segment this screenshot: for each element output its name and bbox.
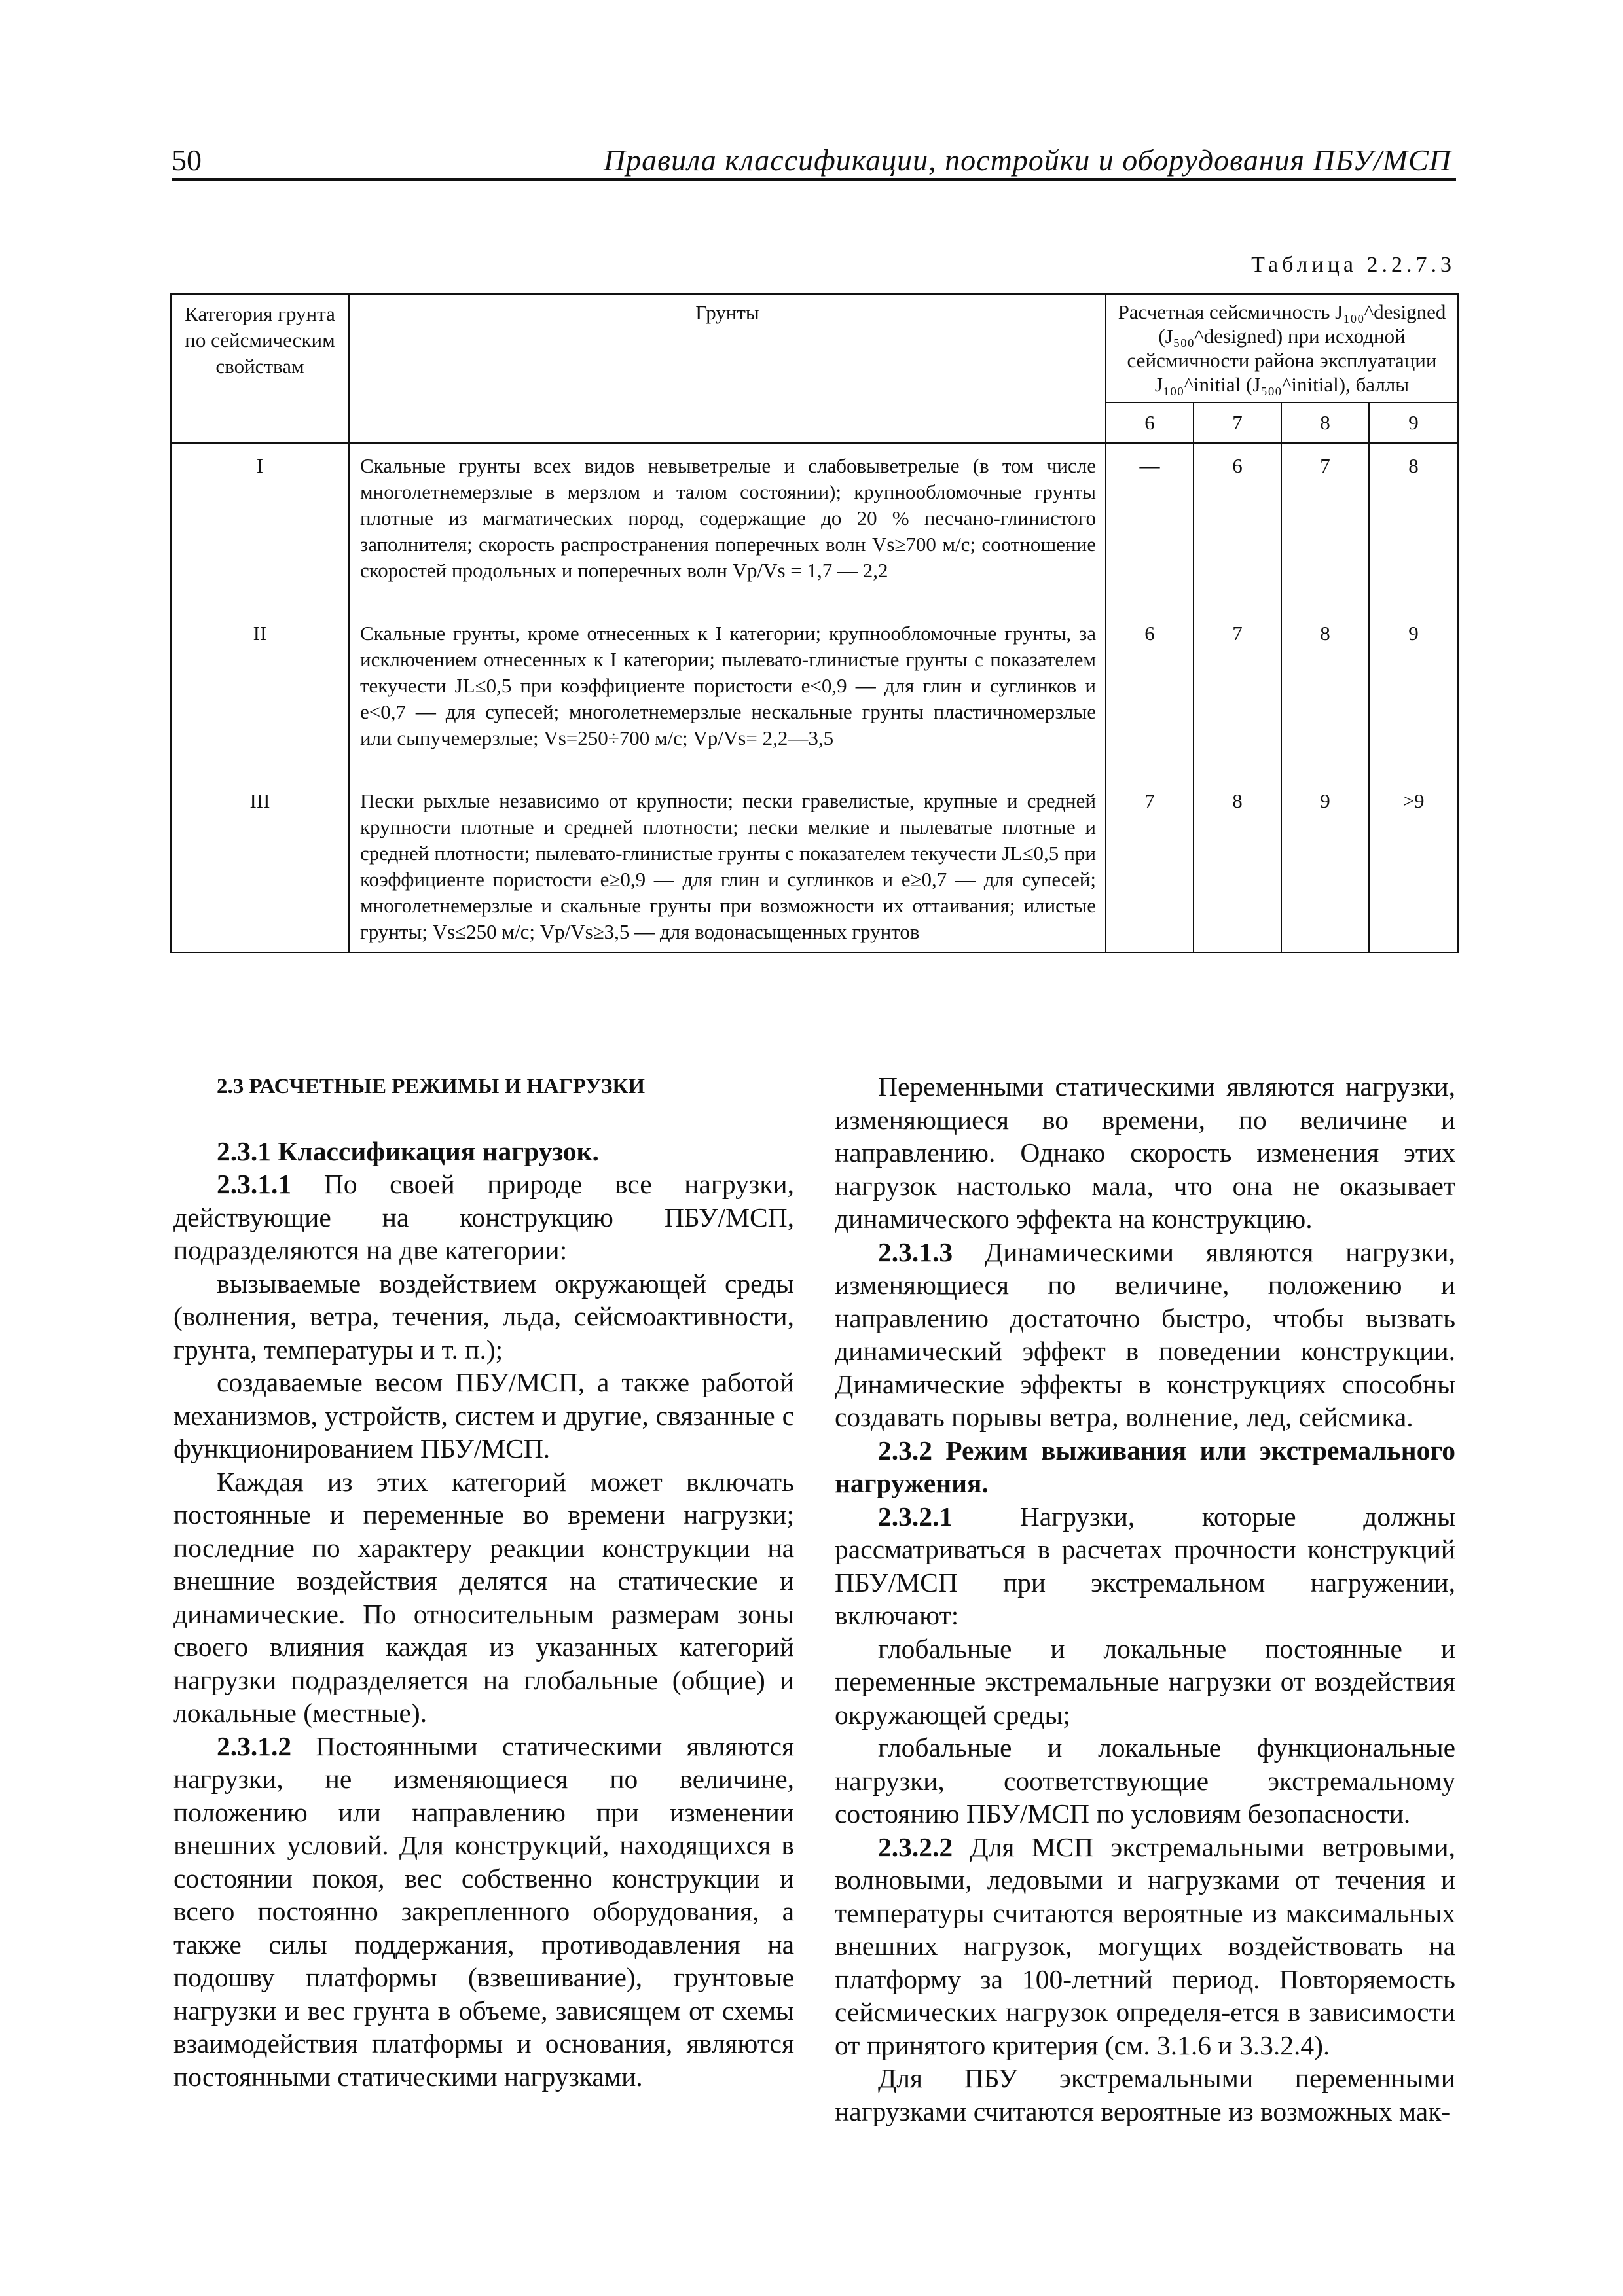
paragraph [835,1236,1455,1434]
clause-number: 2.3.2.1 [878,1501,953,1532]
header-soils: Грунты [349,294,1106,443]
seismicity-table [170,293,1459,953]
table-row [171,443,1458,611]
section-heading: 2.3 РАСЧЕТНЫЕ РЕЖИМЫ И НАГРУЗКИ [217,1075,646,1098]
running-title: Правила классификации, постройки и оборудования ПБУ/МСП [603,143,1451,177]
clause-number: 2.3.1.3 [878,1236,953,1267]
paragraph [835,1731,1455,1831]
paragraph [173,1465,794,1730]
category-cell: II [171,611,349,779]
seismicity-value-cell: 7 [1281,443,1369,611]
table-row [171,779,1458,952]
header-level: 6 [1106,403,1194,443]
header-level: 7 [1194,403,1281,443]
seismicity-value-cell: 6 [1106,611,1194,779]
header-level: 9 [1369,403,1458,443]
seismicity-value-cell: 7 [1106,779,1194,952]
paragraph [835,2062,1455,2128]
paragraph [835,1831,1455,2062]
clause-number: 2.3.1 Классификация нагрузок. [217,1136,599,1166]
paragraph [835,1632,1455,1732]
header-rule [172,178,1456,181]
paragraph [173,1267,794,1367]
seismicity-value-cell: 8 [1369,443,1458,611]
paragraph-text: создаваемые весом ПБУ/МСП, а также работой механизмов, устройств, систем и другие, связанные с функционированием ПБУ/МСП. [173,1367,794,1463]
page-number: 50 [172,143,202,177]
header-level: 8 [1281,403,1369,443]
paragraph [835,1500,1455,1632]
right-column [835,1070,1455,2128]
header-seismicity: Расчетная сейсмичность J₁₀₀^designed (J₅₀₀^designed) при исходной сейсмичности района эксплуатации J₁₀₀^initial (J₅₀₀^initial), баллы [1106,294,1458,403]
paragraph-text: Переменными статическими являются нагрузки, изменяющиеся во времени, по величине и направлению. Однако скорость изменения этих нагрузок настолько мала, что она не оказывает динамического эффекта на конструкцию. [835,1071,1455,1234]
seismicity-value-cell: — [1106,443,1194,611]
paragraph [173,1135,794,1168]
clause-number: 2.3.2.2 [878,1831,953,1862]
paragraph-text: По своей природе все нагрузки, действующие на конструкцию ПБУ/МСП, подразделяются на две категории: [173,1169,794,1265]
category-cell: I [171,443,349,611]
seismicity-value-cell: 9 [1281,779,1369,952]
table-caption: Таблица 2.2.7.3 [1251,253,1455,277]
soils-cell: Пески рыхлые независимо от крупности; пески гравелистые, крупные и средней крупности плотные и средней плотности; пески мелкие и пылеватые плотные и средней плотности; пылевато-глинистые грунты с показателем текучести JL≤0,5 при коэффициенте пористости e≥0,9 — для глин и суглинков и e≥0,7 — для супесей; многолетнемерзлые и скальные грунты при возможности их оттаивания; илистые грунты; Vs≤250 м/с; Vp/Vs≥3,5 — для водонасыщенных грунтов [349,779,1106,952]
clause-number: 2.3.1.1 [217,1169,292,1199]
seismicity-value-cell: 6 [1194,443,1281,611]
seismicity-value-cell: 7 [1194,611,1281,779]
header-category: Категория грунта по сейсмическим свойствам [171,294,349,443]
seismicity-value-cell: 8 [1281,611,1369,779]
seismicity-value-cell: 9 [1369,611,1458,779]
paragraph [835,1070,1455,1236]
soils-cell: Скальные грунты всех видов невыветрелые и слабовыветрелые (в том числе многолетнемерзлые в мерзлом и талом состоянии); крупнообломочные грунты плотные из магматических пород, содержащие до 20 % песчано-глинистого заполнителя; скорость распространения поперечных волн Vs≥700 м/с; соотношение скоростей продольных и поперечных волн Vp/Vs = 1,7 — 2,2 [349,443,1106,611]
seismicity-value-cell: 8 [1194,779,1281,952]
paragraph-text: глобальные и локальные постоянные и переменные экстремальные нагрузки от воздействия окружающей среды; [835,1633,1455,1730]
paragraph [173,1366,794,1465]
paragraph [173,1730,794,2094]
clause-number: 2.3.2 Режим выживания или экстремального нагружения. [835,1435,1455,1498]
category-cell: III [171,779,349,952]
clause-number: 2.3.1.2 [217,1731,292,1761]
paragraph [835,1434,1455,1500]
paragraph-text: Для МСП экстремальными ветровыми, волновыми, ледовыми и нагрузками от течения и температуры считаются вероятные из максимальных внешних нагрузок, могущих воздействовать на платформу за 100-летний период. Повторяемость сейсмических нагрузок определя-ется в зависимости от принятого критерия (см. 3.1.6 и 3.3.2.4). [835,1831,1455,2060]
left-column [173,1070,794,2093]
paragraph-text: Динамическими являются нагрузки, изменяющиеся по величине, положению и направлению достаточно быстро, чтобы вызвать динамический эффект в поведении конструкции. Динамические эффекты в конструкциях способны создавать порывы ветра, волнение, лед, сейсмика. [835,1236,1455,1432]
paragraph-text: Постоянными статическими являются нагрузки, не изменяющиеся по величине, положению или направлению при изменении внешних условий. Для конструкций, находящихся в состоянии покоя, вес собственно конструкции и всего постоянно закрепленного оборудования, а также силы поддержания, противодавления на подошву платформы (взвешивание), грунтовые нагрузки и вес грунта в объеме, зависящем от схемы взаимодействия платформы и основания, являются постоянными статическими нагрузками. [173,1731,794,2092]
paragraph-text: Нагрузки, которые должны рассматриваться в расчетах прочности конструкций ПБУ/МСП при экстремальном нагружении, включают: [835,1501,1455,1630]
paragraph-text: Для ПБУ экстремальными переменными нагрузками считаются вероятные из возможных мак- [835,2063,1455,2126]
paragraph [173,1168,794,1267]
paragraph-text: глобальные и локальные функциональные нагрузки, соответствующие экстремальному состоянию ПБУ/МСП по условиям безопасности. [835,1732,1455,1829]
seismicity-value-cell: >9 [1369,779,1458,952]
table-row [171,611,1458,779]
soils-cell: Скальные грунты, кроме отнесенных к I категории; крупнообломочные грунты, за исключением отнесенных к I категории; пылевато-глинистые грунты с показателем текучести JL≤0,5 при коэффициенте пористости e<0,9 — для глин и суглинков и e<0,7 — для супесей; многолетнемерзлые нескальные грунты пластичномерзлые или сыпучемерзлые; Vs=250÷700 м/с; Vp/Vs= 2,2—3,5 [349,611,1106,779]
paragraph-text: Каждая из этих категорий может включать постоянные и переменные во времени нагрузки; последние по характеру реакции конструкции на внешние воздействия делятся на статические и динамические. По относительным размерам зоны своего влияния каждая из указанных категорий нагрузки подразделяется на глобальные (общие) и локальные (местные). [173,1466,794,1728]
paragraph-text: вызываемые воздействием окружающей среды (волнения, ветра, течения, льда, сейсмоактивности, грунта, температуры и т. п.); [173,1268,794,1365]
